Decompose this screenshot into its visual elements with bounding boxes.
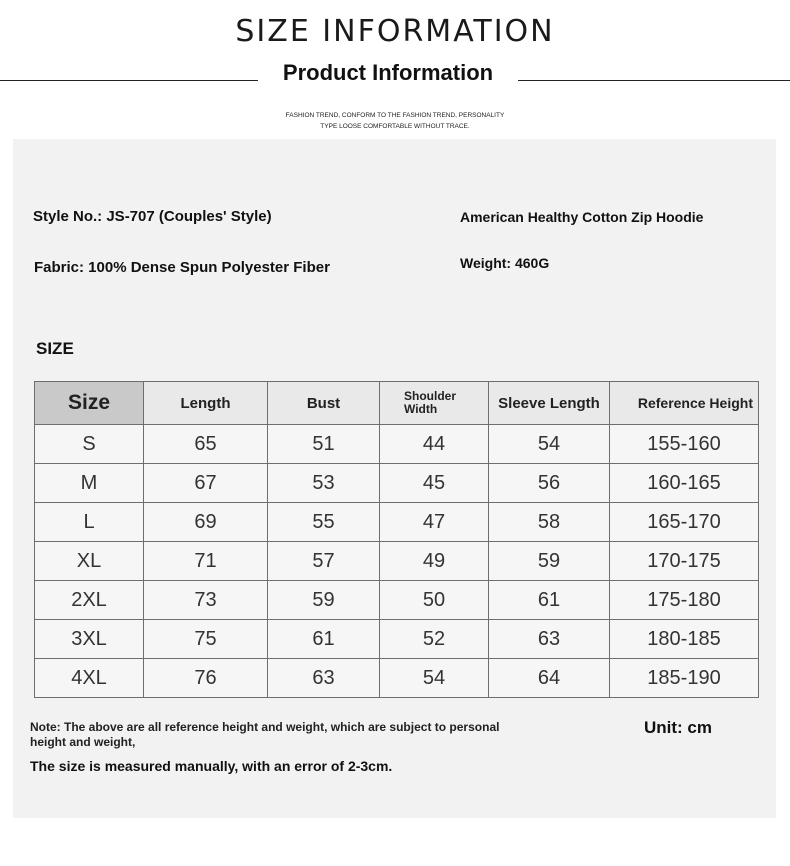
cell-sleeve-length: 56 bbox=[489, 464, 610, 503]
table-row bbox=[35, 503, 759, 542]
cell-sleeve-length: 64 bbox=[489, 659, 610, 698]
cell-sleeve-length: 61 bbox=[489, 581, 610, 620]
cell-bust: 53 bbox=[268, 464, 380, 503]
table-row bbox=[35, 659, 759, 698]
cell-shoulder-width: 44 bbox=[380, 425, 489, 464]
column-header-shoulder-width: Shoulder Width bbox=[380, 382, 489, 425]
cell-size: M bbox=[35, 464, 144, 503]
column-header-bust: Bust bbox=[268, 382, 380, 425]
cell-reference-height: 155-160 bbox=[610, 425, 759, 464]
cell-bust: 59 bbox=[268, 581, 380, 620]
cell-reference-height: 160-165 bbox=[610, 464, 759, 503]
cell-sleeve-length: 54 bbox=[489, 425, 610, 464]
cell-size: 2XL bbox=[35, 581, 144, 620]
cell-size: S bbox=[35, 425, 144, 464]
reference-note: Note: The above are all reference height and weight, which are subject to personal height and weight, bbox=[30, 720, 500, 749]
cell-shoulder-width: 50 bbox=[380, 581, 489, 620]
measurement-note: The size is measured manually, with an error of 2-3cm. bbox=[30, 758, 393, 774]
cell-length: 67 bbox=[144, 464, 268, 503]
cell-length: 65 bbox=[144, 425, 268, 464]
tagline-line-1: FASHION TREND, CONFORM TO THE FASHION TREND, PERSONALITY bbox=[285, 112, 505, 119]
section-subtitle: Product Information bbox=[282, 60, 494, 85]
cell-length: 75 bbox=[144, 620, 268, 659]
cell-bust: 63 bbox=[268, 659, 380, 698]
column-header-length: Length bbox=[144, 382, 268, 425]
table-row bbox=[35, 542, 759, 581]
table-row bbox=[35, 464, 759, 503]
cell-shoulder-width: 52 bbox=[380, 620, 489, 659]
cell-bust: 57 bbox=[268, 542, 380, 581]
cell-reference-height: 170-175 bbox=[610, 542, 759, 581]
table-row bbox=[35, 620, 759, 659]
size-table bbox=[34, 381, 759, 698]
weight-info: Weight: 460G bbox=[460, 255, 550, 271]
cell-shoulder-width: 47 bbox=[380, 503, 489, 542]
divider-right bbox=[518, 80, 790, 81]
cell-sleeve-length: 59 bbox=[489, 542, 610, 581]
cell-size: 4XL bbox=[35, 659, 144, 698]
cell-reference-height: 180-185 bbox=[610, 620, 759, 659]
cell-length: 71 bbox=[144, 542, 268, 581]
table-row bbox=[35, 581, 759, 620]
cell-sleeve-length: 58 bbox=[489, 503, 610, 542]
cell-shoulder-width: 54 bbox=[380, 659, 489, 698]
product-name: American Healthy Cotton Zip Hoodie bbox=[460, 209, 704, 225]
cell-length: 73 bbox=[144, 581, 268, 620]
cell-sleeve-length: 63 bbox=[489, 620, 610, 659]
cell-size: L bbox=[35, 503, 144, 542]
cell-length: 69 bbox=[144, 503, 268, 542]
table-header-row bbox=[35, 382, 759, 425]
cell-reference-height: 175-180 bbox=[610, 581, 759, 620]
tagline-line-2: TYPE LOOSE COMFORTABLE WITHOUT TRACE. bbox=[320, 123, 470, 130]
unit-label: Unit: cm bbox=[644, 718, 712, 737]
style-number: Style No.: JS-707 (Couples' Style) bbox=[33, 208, 272, 225]
cell-size: 3XL bbox=[35, 620, 144, 659]
cell-length: 76 bbox=[144, 659, 268, 698]
tagline bbox=[0, 110, 790, 132]
page-title: SIZE INFORMATION bbox=[235, 14, 555, 49]
cell-shoulder-width: 49 bbox=[380, 542, 489, 581]
cell-bust: 61 bbox=[268, 620, 380, 659]
size-heading: SIZE bbox=[36, 339, 74, 358]
subtitle-row bbox=[0, 58, 790, 94]
cell-reference-height: 185-190 bbox=[610, 659, 759, 698]
divider-left bbox=[0, 80, 258, 81]
fabric-info: Fabric: 100% Dense Spun Polyester Fiber bbox=[34, 259, 330, 276]
cell-bust: 51 bbox=[268, 425, 380, 464]
column-header-reference-height: Reference Height bbox=[610, 382, 759, 425]
column-header-sleeve-length: Sleeve Length bbox=[489, 382, 610, 425]
cell-shoulder-width: 45 bbox=[380, 464, 489, 503]
cell-bust: 55 bbox=[268, 503, 380, 542]
column-header-size: Size bbox=[35, 382, 144, 425]
cell-reference-height: 165-170 bbox=[610, 503, 759, 542]
table-row bbox=[35, 425, 759, 464]
cell-size: XL bbox=[35, 542, 144, 581]
